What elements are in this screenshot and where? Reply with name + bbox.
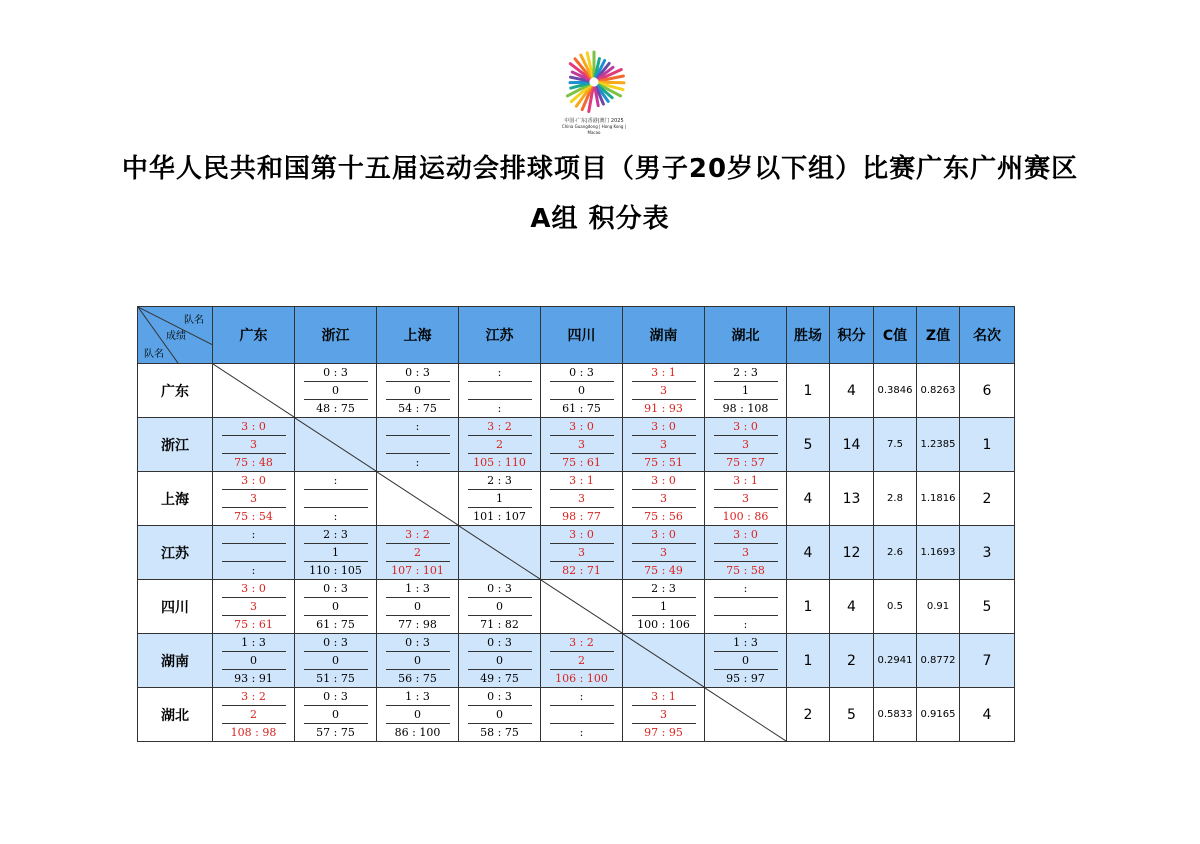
row-z-value: 0.9165 <box>917 688 960 742</box>
match-result <box>295 580 376 633</box>
row-rank: 6 <box>960 364 1015 418</box>
match-score: 71 : 82 <box>480 617 519 631</box>
row-c-value: 2.6 <box>874 526 917 580</box>
diagonal-line <box>213 364 294 417</box>
match-score: 100 : 86 <box>722 509 769 523</box>
match-pts: 3 <box>222 435 286 454</box>
match-result-cell <box>623 526 705 580</box>
match-result <box>295 526 376 579</box>
col-header-team: 江苏 <box>459 307 541 364</box>
match-result-cell <box>705 634 787 688</box>
row-z-value: 1.1816 <box>917 472 960 526</box>
row-rank: 3 <box>960 526 1015 580</box>
match-result <box>295 634 376 687</box>
match-result-cell <box>213 580 295 634</box>
match-result <box>541 526 622 579</box>
match-score: : <box>579 725 584 739</box>
match-result <box>459 472 540 525</box>
match-pts: 0 <box>304 651 368 670</box>
diagonal-line <box>541 580 622 633</box>
row-wins: 1 <box>787 364 830 418</box>
row-points: 4 <box>830 580 874 634</box>
col-header-c-value: C值 <box>874 307 917 364</box>
match-score: 101 : 107 <box>473 509 526 523</box>
match-result <box>705 364 786 417</box>
match-sets: 0 : 3 <box>487 581 512 595</box>
match-score: 75 : 51 <box>644 455 683 469</box>
row-rank: 5 <box>960 580 1015 634</box>
games-logo <box>556 40 632 135</box>
match-pts: 0 <box>468 597 532 616</box>
standings-table <box>137 306 1015 742</box>
diagonal-cell <box>459 526 541 580</box>
header-row <box>138 307 1015 364</box>
match-result <box>295 472 376 525</box>
match-sets: 3 : 0 <box>241 581 266 595</box>
match-sets: 3 : 2 <box>405 527 430 541</box>
row-rank: 4 <box>960 688 1015 742</box>
row-c-value: 0.3846 <box>874 364 917 418</box>
match-score: 98 : 108 <box>722 401 769 415</box>
table-row <box>138 580 1015 634</box>
match-sets: 2 : 3 <box>733 365 758 379</box>
match-score: 77 : 98 <box>398 617 437 631</box>
match-result <box>705 418 786 471</box>
row-team-name: 广东 <box>138 364 213 418</box>
col-header-team: 浙江 <box>295 307 377 364</box>
match-score: 75 : 56 <box>644 509 683 523</box>
page-title: 中华人民共和国第十五届运动会排球项目（男子20岁以下组）比赛广东广州赛区 <box>121 154 1079 184</box>
match-pts: 2 <box>468 435 532 454</box>
match-sets: 3 : 0 <box>733 527 758 541</box>
match-result-cell <box>295 688 377 742</box>
row-z-value: 1.1693 <box>917 526 960 580</box>
match-result-cell <box>213 418 295 472</box>
match-sets: 0 : 3 <box>487 689 512 703</box>
match-result-cell <box>377 688 459 742</box>
match-pts <box>468 381 532 400</box>
match-result <box>705 526 786 579</box>
row-z-value: 0.8263 <box>917 364 960 418</box>
match-score: 75 : 61 <box>234 617 273 631</box>
match-pts: 3 <box>714 489 778 508</box>
match-pts: 0 <box>386 597 450 616</box>
match-sets: 2 : 3 <box>651 581 676 595</box>
match-result-cell <box>541 526 623 580</box>
match-result <box>377 634 458 687</box>
match-result-cell <box>623 688 705 742</box>
match-sets: 1 : 3 <box>405 689 430 703</box>
match-result-cell <box>541 418 623 472</box>
match-score: : <box>497 401 502 415</box>
match-result <box>295 688 376 741</box>
row-z-value: 1.2385 <box>917 418 960 472</box>
match-score: : <box>251 563 256 577</box>
match-result-cell <box>459 364 541 418</box>
match-sets: 3 : 1 <box>733 473 758 487</box>
diagonal-cell <box>623 634 705 688</box>
match-result-cell <box>541 364 623 418</box>
match-pts: 0 <box>468 651 532 670</box>
row-rank: 7 <box>960 634 1015 688</box>
diagonal-line <box>705 688 786 741</box>
page-subtitle: A组 积分表 <box>530 204 670 234</box>
row-team-name: 湖北 <box>138 688 213 742</box>
row-team-name: 上海 <box>138 472 213 526</box>
match-result <box>623 364 704 417</box>
match-sets: : <box>415 419 420 433</box>
match-result <box>623 688 704 741</box>
match-pts: 0 <box>304 597 368 616</box>
match-score: 75 : 49 <box>644 563 683 577</box>
match-pts: 3 <box>632 705 696 724</box>
match-result-cell <box>541 688 623 742</box>
match-sets: 0 : 3 <box>405 635 430 649</box>
match-pts: 0 <box>468 705 532 724</box>
match-sets: 3 : 0 <box>651 419 676 433</box>
match-pts: 0 <box>304 705 368 724</box>
match-result <box>213 634 294 687</box>
match-result-cell <box>705 418 787 472</box>
match-result <box>459 688 540 741</box>
match-sets: 0 : 3 <box>323 365 348 379</box>
match-score: 58 : 75 <box>480 725 519 739</box>
diagonal-line <box>459 526 540 579</box>
row-points: 4 <box>830 364 874 418</box>
match-sets: 2 : 3 <box>323 527 348 541</box>
match-sets: : <box>579 689 584 703</box>
diagonal-line <box>295 418 376 471</box>
match-score: 75 : 57 <box>726 455 765 469</box>
match-sets: 3 : 2 <box>241 689 266 703</box>
match-pts: 3 <box>714 543 778 562</box>
row-rank: 2 <box>960 472 1015 526</box>
diagonal-cell <box>377 472 459 526</box>
match-sets: 0 : 3 <box>405 365 430 379</box>
match-sets: 3 : 1 <box>569 473 594 487</box>
match-sets: : <box>743 581 748 595</box>
table-row <box>138 634 1015 688</box>
match-result-cell <box>705 526 787 580</box>
match-sets: : <box>333 473 338 487</box>
match-sets: 1 : 3 <box>241 635 266 649</box>
match-result <box>705 580 786 633</box>
row-wins: 1 <box>787 580 830 634</box>
match-result <box>459 418 540 471</box>
match-sets: 3 : 0 <box>241 419 266 433</box>
match-sets: : <box>497 365 502 379</box>
row-z-value: 0.8772 <box>917 634 960 688</box>
match-sets: 3 : 0 <box>569 419 594 433</box>
match-result <box>295 364 376 417</box>
match-result-cell <box>459 580 541 634</box>
row-points: 2 <box>830 634 874 688</box>
match-pts: 1 <box>632 597 696 616</box>
diagonal-cell <box>541 580 623 634</box>
match-score: : <box>743 617 748 631</box>
match-pts <box>222 543 286 562</box>
match-sets: 3 : 0 <box>569 527 594 541</box>
table-row <box>138 526 1015 580</box>
diagonal-cell <box>295 418 377 472</box>
match-sets: 0 : 3 <box>323 635 348 649</box>
col-header-team: 湖南 <box>623 307 705 364</box>
match-result <box>541 418 622 471</box>
match-score: 75 : 58 <box>726 563 765 577</box>
col-header-z-value: Z值 <box>917 307 960 364</box>
col-header-team: 四川 <box>541 307 623 364</box>
match-result-cell <box>213 472 295 526</box>
match-score: : <box>333 509 338 523</box>
match-result <box>213 472 294 525</box>
row-c-value: 0.5833 <box>874 688 917 742</box>
match-pts: 1 <box>304 543 368 562</box>
match-result-cell <box>705 472 787 526</box>
match-result-cell <box>377 418 459 472</box>
match-result <box>377 418 458 471</box>
match-result <box>377 688 458 741</box>
match-result <box>213 418 294 471</box>
match-pts: 3 <box>222 597 286 616</box>
row-c-value: 0.2941 <box>874 634 917 688</box>
row-wins: 5 <box>787 418 830 472</box>
match-result <box>705 472 786 525</box>
row-wins: 4 <box>787 472 830 526</box>
match-score: 108 : 98 <box>230 725 277 739</box>
match-pts <box>304 489 368 508</box>
match-result-cell <box>541 634 623 688</box>
match-pts: 2 <box>550 651 614 670</box>
match-score: 100 : 106 <box>637 617 690 631</box>
logo-caption: 中国·广东|香港|澳门 2025 <box>564 118 624 124</box>
match-sets: 3 : 2 <box>487 419 512 433</box>
match-result-cell <box>377 580 459 634</box>
row-points: 13 <box>830 472 874 526</box>
match-pts: 3 <box>550 435 614 454</box>
match-pts: 1 <box>468 489 532 508</box>
table-row <box>138 472 1015 526</box>
match-result <box>213 526 294 579</box>
row-c-value: 0.5 <box>874 580 917 634</box>
match-sets: 3 : 1 <box>651 365 676 379</box>
match-pts: 2 <box>222 705 286 724</box>
match-pts: 0 <box>550 381 614 400</box>
match-score: 82 : 71 <box>562 563 601 577</box>
match-result <box>377 580 458 633</box>
corner-team-left-label: 队名 <box>144 349 164 360</box>
match-score: 107 : 101 <box>391 563 444 577</box>
match-result-cell <box>213 634 295 688</box>
match-sets: 3 : 0 <box>241 473 266 487</box>
match-sets: 3 : 2 <box>569 635 594 649</box>
fan-logo-icon <box>556 40 632 118</box>
match-pts: 3 <box>632 489 696 508</box>
match-result <box>377 526 458 579</box>
match-pts: 3 <box>222 489 286 508</box>
match-result <box>623 526 704 579</box>
match-result <box>459 580 540 633</box>
corner-cell <box>138 307 213 364</box>
match-sets: 3 : 0 <box>651 527 676 541</box>
match-pts <box>386 435 450 454</box>
match-sets: 3 : 0 <box>733 419 758 433</box>
match-result-cell <box>295 526 377 580</box>
match-result <box>623 472 704 525</box>
match-result <box>541 688 622 741</box>
match-result-cell <box>213 688 295 742</box>
match-result-cell <box>459 418 541 472</box>
match-result <box>623 580 704 633</box>
row-points: 12 <box>830 526 874 580</box>
corner-team-label: 队名 <box>184 315 204 326</box>
match-pts: 3 <box>550 543 614 562</box>
match-result <box>705 634 786 687</box>
match-result-cell <box>295 364 377 418</box>
match-pts: 3 <box>550 489 614 508</box>
corner-result-label: 成绩 <box>166 331 186 342</box>
col-header-points: 积分 <box>830 307 874 364</box>
diagonal-cell <box>213 364 295 418</box>
match-pts: 0 <box>222 651 286 670</box>
match-score: 106 : 100 <box>555 671 608 685</box>
match-score: 75 : 48 <box>234 455 273 469</box>
match-sets: 1 : 3 <box>405 581 430 595</box>
match-result-cell <box>459 472 541 526</box>
col-header-team: 广东 <box>213 307 295 364</box>
row-wins: 4 <box>787 526 830 580</box>
match-result <box>623 418 704 471</box>
match-sets: 3 : 0 <box>651 473 676 487</box>
match-score: 110 : 105 <box>309 563 362 577</box>
match-result-cell <box>623 472 705 526</box>
match-score: 75 : 54 <box>234 509 273 523</box>
logo-caption-en: China Guangdong | Hong Kong | Macao <box>561 124 627 135</box>
match-result-cell <box>377 634 459 688</box>
col-header-team: 上海 <box>377 307 459 364</box>
match-pts: 0 <box>714 651 778 670</box>
match-score: 95 : 97 <box>726 671 765 685</box>
diagonal-line <box>623 634 704 687</box>
match-result <box>459 634 540 687</box>
table-row <box>138 364 1015 418</box>
match-score: : <box>415 455 420 469</box>
match-result-cell <box>377 526 459 580</box>
match-score: 61 : 75 <box>316 617 355 631</box>
table-row <box>138 418 1015 472</box>
match-score: 93 : 91 <box>234 671 273 685</box>
match-result-cell <box>541 472 623 526</box>
match-score: 57 : 75 <box>316 725 355 739</box>
match-score: 51 : 75 <box>316 671 355 685</box>
match-result-cell <box>705 580 787 634</box>
match-result <box>213 688 294 741</box>
col-header-wins: 胜场 <box>787 307 830 364</box>
match-score: 86 : 100 <box>394 725 441 739</box>
match-result-cell <box>623 580 705 634</box>
match-score: 98 : 77 <box>562 509 601 523</box>
row-rank: 1 <box>960 418 1015 472</box>
row-points: 5 <box>830 688 874 742</box>
match-pts: 2 <box>386 543 450 562</box>
match-pts: 0 <box>386 651 450 670</box>
match-score: 75 : 61 <box>562 455 601 469</box>
col-header-team: 湖北 <box>705 307 787 364</box>
match-sets: 3 : 1 <box>651 689 676 703</box>
match-sets: 0 : 3 <box>323 581 348 595</box>
match-result-cell <box>459 688 541 742</box>
match-result <box>459 364 540 417</box>
row-points: 14 <box>830 418 874 472</box>
match-score: 49 : 75 <box>480 671 519 685</box>
match-result-cell <box>705 364 787 418</box>
match-score: 54 : 75 <box>398 401 437 415</box>
match-result-cell <box>295 634 377 688</box>
row-z-value: 0.91 <box>917 580 960 634</box>
col-header-rank: 名次 <box>960 307 1015 364</box>
match-pts: 3 <box>632 435 696 454</box>
match-sets: 0 : 3 <box>569 365 594 379</box>
match-score: 91 : 93 <box>644 401 683 415</box>
match-sets: 2 : 3 <box>487 473 512 487</box>
row-team-name: 江苏 <box>138 526 213 580</box>
match-pts: 0 <box>386 381 450 400</box>
row-wins: 2 <box>787 688 830 742</box>
match-result-cell <box>623 418 705 472</box>
match-sets: 0 : 3 <box>323 689 348 703</box>
match-sets: : <box>251 527 256 541</box>
match-result-cell <box>459 634 541 688</box>
match-pts: 1 <box>714 381 778 400</box>
match-pts: 3 <box>632 381 696 400</box>
match-sets: 1 : 3 <box>733 635 758 649</box>
match-pts <box>714 597 778 616</box>
match-score: 105 : 110 <box>473 455 526 469</box>
match-result <box>213 580 294 633</box>
match-pts: 0 <box>304 381 368 400</box>
match-score: 61 : 75 <box>562 401 601 415</box>
match-result-cell <box>295 472 377 526</box>
diagonal-cell <box>705 688 787 742</box>
diagonal-line <box>377 472 458 525</box>
match-result-cell <box>213 526 295 580</box>
row-team-name: 湖南 <box>138 634 213 688</box>
match-result <box>541 364 622 417</box>
row-c-value: 7.5 <box>874 418 917 472</box>
match-pts: 0 <box>386 705 450 724</box>
match-result-cell <box>377 364 459 418</box>
match-pts <box>550 705 614 724</box>
match-result-cell <box>295 580 377 634</box>
match-result <box>541 634 622 687</box>
match-result-cell <box>623 364 705 418</box>
match-result <box>377 364 458 417</box>
row-wins: 1 <box>787 634 830 688</box>
match-sets: 0 : 3 <box>487 635 512 649</box>
match-score: 56 : 75 <box>398 671 437 685</box>
match-result <box>541 472 622 525</box>
row-team-name: 四川 <box>138 580 213 634</box>
row-team-name: 浙江 <box>138 418 213 472</box>
match-pts: 3 <box>714 435 778 454</box>
match-score: 48 : 75 <box>316 401 355 415</box>
row-c-value: 2.8 <box>874 472 917 526</box>
match-pts: 3 <box>632 543 696 562</box>
table-row <box>138 688 1015 742</box>
match-score: 97 : 95 <box>644 725 683 739</box>
